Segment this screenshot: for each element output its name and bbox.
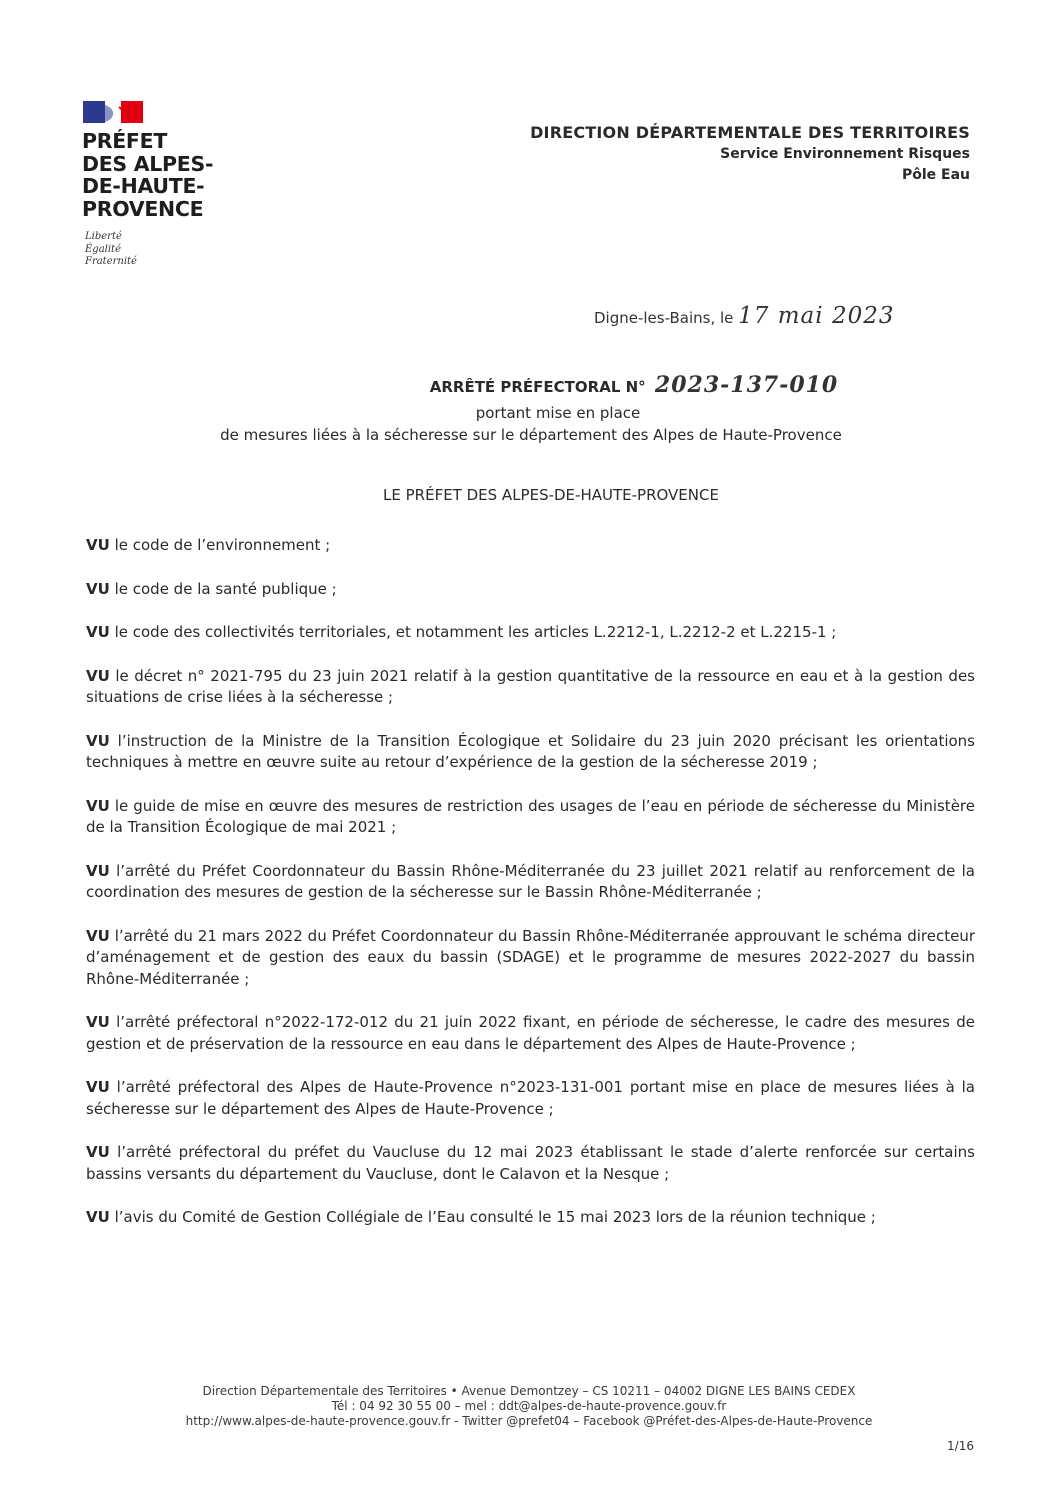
motto-line: Égalité [85, 243, 121, 255]
vu-text: le code de l’environnement ; [114, 536, 331, 554]
vu-item [86, 796, 975, 839]
vu-item [86, 926, 975, 991]
vu-item [86, 579, 975, 601]
arrete-number-line [430, 372, 839, 398]
vu-keyword: VU [86, 536, 110, 554]
vu-item [86, 1142, 975, 1185]
vu-text: l’instruction de la Ministre de la Transition Écologique et Solidaire du 23 juin 2020 précisant les orientations techniques à mettre en œuvre suite au retour d’expérience de la gestion de la sécheresse 2019 ; [86, 731, 975, 771]
prefet-line: PROVENCE [82, 196, 204, 221]
vu-item [86, 666, 975, 709]
vu-keyword: VU [86, 579, 110, 598]
vu-text: l’arrêté du Préfet Coordonnateur du Bassin Rhône-Méditerranée du 23 juillet 2021 relatif au renforcement de la coordination des mesures de gestion de la sécheresse sur le Bassin Rhône-Méditerranée ; [86, 861, 975, 901]
vu-keyword: VU [86, 796, 110, 815]
vu-text: le guide de mise en œuvre des mesures de restriction des usages de l’eau en période de sécheresse du Ministère de la Transition Écologique de mai 2021 ; [86, 796, 975, 836]
prefet-heading: LE PRÉFET DES ALPES-DE-HAUTE-PROVENCE [383, 486, 719, 504]
vu-text: l’arrêté préfectoral des Alpes de Haute-Provence n°2023-131-001 portant mise en place de mesures liées à la sécheresse sur le département des Alpes de Haute-Provence ; [86, 1078, 975, 1118]
vu-keyword: VU [86, 861, 110, 880]
vu-text: l’arrêté du 21 mars 2022 du Préfet Coordonnateur du Bassin Rhône-Méditerranée approuvant le schéma directeur d’aménagement et de gestion des eaux du bassin (SDAGE) et le programme de mesures 2022-2027 du bassin Rhône-Méditerranée ; [86, 926, 975, 988]
vu-keyword: VU [86, 1143, 110, 1161]
vu-item [86, 535, 975, 557]
motto-line: Fraternité [85, 256, 137, 267]
prefet-block-name [82, 130, 213, 220]
vu-item [86, 861, 975, 904]
motto-line: Liberté [85, 231, 122, 242]
page-footer [0, 1384, 1058, 1429]
vu-text: l’arrêté préfectoral n°2022-172-012 du 21 juin 2022 fixant, en période de sécheresse, le cadre des mesures de gestion et de préservation de la ressource en eau dans le département des Alpes de Haute-Provence ; [86, 1013, 975, 1053]
vu-text: le code des collectivités territoriales, et notamment les articles L.2212-1, L.2212-2 et L.2215-1 ; [114, 623, 837, 641]
handwritten-date: 17 mai 2023 [738, 303, 895, 329]
prefet-line: DES ALPES- [82, 151, 214, 176]
footer-address: Direction Départementale des Territoires • Avenue Demontzey – CS 10211 – 04002 DIGNE LES BAINS CEDEX [202, 1384, 856, 1398]
arrete-subtitle-2: de mesures liées à la sécheresse sur le département des Alpes de Haute-Provence [220, 426, 842, 444]
handwritten-arrete-number: 2023-137-010 [654, 372, 839, 398]
pole-name: Pôle Eau [901, 167, 970, 183]
dateline [594, 303, 894, 329]
page-number: 1/16 [947, 1439, 974, 1453]
vu-text: l’arrêté préfectoral du préfet du Vaucluse du 12 mai 2023 établissant le stade d’alerte renforcée sur certains bassins versants du département du Vaucluse, dont le Calavon et la Nesque ; [86, 1143, 975, 1183]
arrete-subtitle-1: portant mise en place [475, 404, 641, 422]
dateline-place: Digne-les-Bains, le [594, 309, 734, 327]
vu-item [86, 1077, 975, 1120]
arrete-label: ARRÊTÉ PRÉFECTORAL N° [429, 378, 646, 396]
footer-links: http://www.alpes-de-haute-provence.gouv.fr - Twitter @prefet04 – Facebook @Préfet-des-Alpes-de-Haute-Provence [185, 1414, 873, 1428]
vu-keyword: VU [86, 623, 110, 641]
vu-keyword: VU [86, 1208, 110, 1226]
vu-text: le code de la santé publique ; [114, 579, 337, 598]
service-name: Service Environnement Risques [720, 146, 970, 162]
vu-item [86, 731, 975, 774]
vu-keyword: VU [86, 1078, 110, 1096]
marianne-logo [83, 101, 143, 123]
prefet-line: PRÉFET [82, 129, 168, 153]
vu-item [86, 1207, 975, 1229]
vu-list [86, 535, 975, 1251]
vu-item [86, 622, 975, 644]
prefet-line: DE-HAUTE- [82, 174, 205, 198]
vu-keyword: VU [86, 926, 110, 945]
republic-motto [85, 231, 137, 269]
vu-keyword: VU [86, 666, 110, 685]
vu-item [86, 1012, 975, 1055]
issuing-service [530, 122, 970, 186]
direction-name: DIRECTION DÉPARTEMENTALE DES TERRITOIRES [530, 123, 970, 142]
vu-keyword: VU [86, 1013, 110, 1031]
footer-contact: Tél : 04 92 30 55 00 – mel : ddt@alpes-de-haute-provence.gouv.fr [331, 1399, 727, 1413]
arrete-title [0, 372, 1058, 444]
vu-text: l’avis du Comité de Gestion Collégiale de l’Eau consulté le 15 mai 2023 lors de la réunion technique ; [114, 1208, 876, 1226]
vu-keyword: VU [86, 731, 110, 750]
vu-text: le décret n° 2021-795 du 23 juin 2021 relatif à la gestion quantitative de la ressource en eau et à la gestion des situations de crise liées à la sécheresse ; [86, 666, 975, 706]
